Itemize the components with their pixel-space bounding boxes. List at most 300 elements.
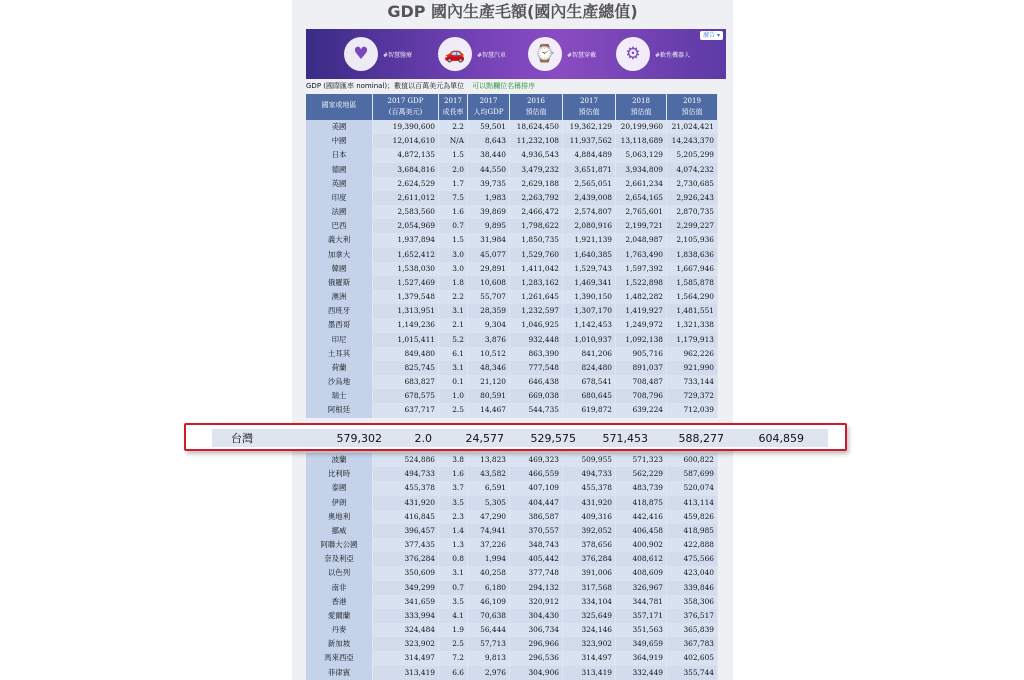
value-cell: 2,661,234 (616, 177, 667, 191)
value-cell: 1,994 (468, 552, 510, 566)
value-cell: N/A (439, 134, 468, 148)
value-cell: 3.1 (439, 361, 468, 375)
value-cell: 1.0 (439, 389, 468, 403)
value-cell: 1,261,645 (510, 290, 563, 304)
value-cell: 777,548 (510, 361, 563, 375)
value-cell: 0.7 (439, 581, 468, 595)
value-cell: 3.5 (439, 595, 468, 609)
value-cell: 1.5 (439, 233, 468, 247)
value-cell: 841,206 (563, 347, 616, 361)
value-cell: 38,440 (468, 148, 510, 162)
country-cell: 美國 (306, 120, 373, 134)
value-cell: 678,575 (373, 389, 439, 403)
country-cell: 香港 (306, 595, 373, 609)
table-body-top (306, 120, 718, 418)
value-cell: 680,645 (563, 389, 616, 403)
value-cell: 4,074,232 (667, 163, 718, 177)
value-cell: 849,480 (373, 347, 439, 361)
value-cell: 422,888 (667, 538, 718, 552)
value-cell: 326,967 (616, 581, 667, 595)
value-cell: 2,105,936 (667, 233, 718, 247)
smartwatch-icon: ⌚ (528, 37, 562, 71)
value-cell: 357,171 (616, 609, 667, 623)
value-cell: 47,290 (468, 510, 510, 524)
value-cell: 1,482,282 (616, 290, 667, 304)
value-cell: 405,442 (510, 552, 563, 566)
value-cell: 2,574,807 (563, 205, 616, 219)
value-cell: 332,449 (616, 666, 667, 680)
value-cell: 39,735 (468, 177, 510, 191)
value-cell: 1,921,139 (563, 233, 616, 247)
value-cell: 37,226 (468, 538, 510, 552)
value-cell: 324,146 (563, 623, 616, 637)
value-cell: 19,362,129 (563, 120, 616, 134)
value-cell: 55,707 (468, 290, 510, 304)
value-cell: 1,481,551 (667, 304, 718, 318)
value-cell: 2,466,472 (510, 205, 563, 219)
value-cell: 1,015,411 (373, 333, 439, 347)
banner-label: #智慧汽車 (477, 52, 507, 59)
table-row (306, 219, 718, 233)
value-cell: 31,984 (468, 233, 510, 247)
value-cell: 74,941 (468, 524, 510, 538)
value-cell: 349,299 (373, 581, 439, 595)
value-cell: 391,006 (563, 566, 616, 580)
value-cell: 3,479,232 (510, 163, 563, 177)
table-row (306, 333, 718, 347)
value-cell: 1,564,290 (667, 290, 718, 304)
value-cell: 891,037 (616, 361, 667, 375)
country-cell: 土耳其 (306, 347, 373, 361)
value-cell: 1,522,898 (616, 276, 667, 290)
table-row (306, 248, 718, 262)
value-cell: 4,884,489 (563, 148, 616, 162)
value-cell: 1,597,392 (616, 262, 667, 276)
value-cell: 377,435 (373, 538, 439, 552)
value-cell: 350,609 (373, 566, 439, 580)
value-cell: 358,306 (667, 595, 718, 609)
value-cell: 57,713 (468, 637, 510, 651)
value-cell: 313,419 (373, 666, 439, 680)
value-cell: 39,869 (468, 205, 510, 219)
country-cell: 西班牙 (306, 304, 373, 318)
value-cell: 11,937,562 (563, 134, 616, 148)
value-cell: 2.1 (439, 318, 468, 332)
highlight-cell: 604,859 (758, 431, 804, 445)
table-header (306, 94, 718, 120)
value-cell: 5,305 (468, 496, 510, 510)
value-cell: 416,845 (373, 510, 439, 524)
value-cell: 408,612 (616, 552, 667, 566)
table-row (306, 389, 718, 403)
value-cell: 7.2 (439, 651, 468, 665)
value-cell: 669,038 (510, 389, 563, 403)
value-cell: 396,457 (373, 524, 439, 538)
value-cell: 3,651,871 (563, 163, 616, 177)
value-cell: 423,040 (667, 566, 718, 580)
value-cell: 1.4 (439, 524, 468, 538)
value-cell: 1,798,622 (510, 219, 563, 233)
value-cell: 304,906 (510, 666, 563, 680)
column-header-per-capita[interactable]: 2017 人均GDP (468, 94, 510, 120)
value-cell: 639,224 (616, 403, 667, 417)
table-row (306, 134, 718, 148)
table-row (306, 233, 718, 247)
country-cell: 愛爾蘭 (306, 609, 373, 623)
value-cell: 1,092,138 (616, 333, 667, 347)
value-cell: 524,886 (373, 453, 439, 467)
country-cell: 澳洲 (306, 290, 373, 304)
value-cell: 418,985 (667, 524, 718, 538)
value-cell: 825,745 (373, 361, 439, 375)
highlight-cell: 588,277 (678, 431, 724, 445)
value-cell: 2.5 (439, 637, 468, 651)
table-row (306, 666, 718, 680)
value-cell: 14,467 (468, 403, 510, 417)
table-row (306, 163, 718, 177)
table-row (306, 120, 718, 134)
value-cell: 5.2 (439, 333, 468, 347)
value-cell: 2,765,601 (616, 205, 667, 219)
value-cell: 2,565,051 (563, 177, 616, 191)
value-cell: 1,585,878 (667, 276, 718, 290)
value-cell: 1,411,042 (510, 262, 563, 276)
table-row (306, 453, 718, 467)
value-cell: 1,937,894 (373, 233, 439, 247)
value-cell: 646,438 (510, 375, 563, 389)
value-cell: 6.6 (439, 666, 468, 680)
value-cell: 392,052 (563, 524, 616, 538)
country-cell: 韓國 (306, 262, 373, 276)
value-cell: 1,149,236 (373, 318, 439, 332)
value-cell: 1,283,162 (510, 276, 563, 290)
value-cell: 600,822 (667, 453, 718, 467)
value-cell: 637,717 (373, 403, 439, 417)
value-cell: 314,497 (373, 651, 439, 665)
table-row (306, 467, 718, 481)
highlight-row (212, 429, 828, 447)
value-cell: 2,926,243 (667, 191, 718, 205)
value-cell: 3.7 (439, 481, 468, 495)
value-cell: 921,990 (667, 361, 718, 375)
value-cell: 4,936,543 (510, 148, 563, 162)
value-cell: 28,359 (468, 304, 510, 318)
value-cell: 418,875 (616, 496, 667, 510)
country-cell: 丹麥 (306, 623, 373, 637)
value-cell: 1,469,341 (563, 276, 616, 290)
value-cell: 9,813 (468, 651, 510, 665)
unit-note (306, 81, 535, 91)
value-cell: 48,346 (468, 361, 510, 375)
value-cell: 313,419 (563, 666, 616, 680)
value-cell: 1,321,338 (667, 318, 718, 332)
value-cell: 2,583,560 (373, 205, 439, 219)
value-cell: 2,654,165 (616, 191, 667, 205)
country-cell: 比利時 (306, 467, 373, 481)
value-cell: 13,118,689 (616, 134, 667, 148)
value-cell: 729,372 (667, 389, 718, 403)
table-row (306, 510, 718, 524)
value-cell: 324,484 (373, 623, 439, 637)
page-title: GDP 國內生產毛額(國內生產總值) (387, 2, 638, 21)
value-cell: 314,497 (563, 651, 616, 665)
country-cell: 馬來西亞 (306, 651, 373, 665)
ad-badge[interactable]: 廣告 ▾ (700, 31, 723, 40)
banner-label: #軟性機器人 (655, 52, 691, 59)
value-cell: 56,444 (468, 623, 510, 637)
value-cell: 905,716 (616, 347, 667, 361)
table-row (306, 581, 718, 595)
table-row (306, 276, 718, 290)
country-cell: 俄羅斯 (306, 276, 373, 290)
column-header-gdp2017[interactable]: 2017 GDP (百萬美元) (373, 94, 439, 120)
value-cell: 376,284 (373, 552, 439, 566)
value-cell: 683,827 (373, 375, 439, 389)
value-cell: 431,920 (563, 496, 616, 510)
country-cell: 印尼 (306, 333, 373, 347)
highlight-cell: 529,575 (530, 431, 576, 445)
value-cell: 9,304 (468, 318, 510, 332)
value-cell: 402,605 (667, 651, 718, 665)
sort-hint: 可以點欄位名稱排序 (472, 82, 536, 90)
value-cell: 80,591 (468, 389, 510, 403)
car-icon: 🚗 (438, 37, 472, 71)
country-cell: 巴西 (306, 219, 373, 233)
table-row (306, 318, 718, 332)
value-cell: 3.5 (439, 496, 468, 510)
value-cell: 12,014,610 (373, 134, 439, 148)
value-cell: 370,557 (510, 524, 563, 538)
value-cell: 483,739 (616, 481, 667, 495)
value-cell: 3,684,816 (373, 163, 439, 177)
value-cell: 587,699 (667, 467, 718, 481)
value-cell: 18,624,450 (510, 120, 563, 134)
value-cell: 863,390 (510, 347, 563, 361)
country-cell: 德國 (306, 163, 373, 177)
value-cell: 3.1 (439, 304, 468, 318)
value-cell: 1,652,412 (373, 248, 439, 262)
country-cell: 法國 (306, 205, 373, 219)
value-cell: 2.0 (439, 163, 468, 177)
value-cell: 339,846 (667, 581, 718, 595)
country-cell: 奧地利 (306, 510, 373, 524)
value-cell: 494,733 (373, 467, 439, 481)
value-cell: 1.6 (439, 467, 468, 481)
value-cell: 7.5 (439, 191, 468, 205)
value-cell: 2,629,188 (510, 177, 563, 191)
value-cell: 296,536 (510, 651, 563, 665)
value-cell: 1.9 (439, 623, 468, 637)
value-cell: 1,529,743 (563, 262, 616, 276)
value-cell: 469,323 (510, 453, 563, 467)
value-cell: 341,659 (373, 595, 439, 609)
value-cell: 3.0 (439, 248, 468, 262)
value-cell: 377,748 (510, 566, 563, 580)
value-cell: 378,656 (563, 538, 616, 552)
value-cell: 348,743 (510, 538, 563, 552)
value-cell: 29,891 (468, 262, 510, 276)
value-cell: 1.8 (439, 276, 468, 290)
value-cell: 406,458 (616, 524, 667, 538)
table-row (306, 637, 718, 651)
banner-label: #智慧醫療 (383, 52, 413, 59)
value-cell: 407,109 (510, 481, 563, 495)
highlight-cell: 24,577 (465, 431, 504, 445)
unit-note-text: GDP (國際匯率 nominal)；數值以百萬美元為單位 (306, 82, 465, 90)
table-row (306, 538, 718, 552)
value-cell: 1,046,925 (510, 318, 563, 332)
value-cell: 1,142,453 (563, 318, 616, 332)
value-cell: 6,180 (468, 581, 510, 595)
value-cell: 494,733 (563, 467, 616, 481)
value-cell: 409,316 (563, 510, 616, 524)
country-cell: 南非 (306, 581, 373, 595)
country-cell: 菲律賓 (306, 666, 373, 680)
value-cell: 376,517 (667, 609, 718, 623)
value-cell: 1,527,469 (373, 276, 439, 290)
country-cell: 義大利 (306, 233, 373, 247)
country-cell: 新加坡 (306, 637, 373, 651)
value-cell: 2,048,987 (616, 233, 667, 247)
value-cell: 306,734 (510, 623, 563, 637)
value-cell: 3.1 (439, 566, 468, 580)
value-cell: 2,730,685 (667, 177, 718, 191)
value-cell: 70,638 (468, 609, 510, 623)
value-cell: 3.0 (439, 262, 468, 276)
value-cell: 475,566 (667, 552, 718, 566)
value-cell: 0.7 (439, 219, 468, 233)
value-cell: 2,870,735 (667, 205, 718, 219)
country-cell: 墨西哥 (306, 318, 373, 332)
column-header-est2019[interactable]: 2019 預估值 (667, 94, 718, 120)
value-cell: 520,074 (667, 481, 718, 495)
column-header-growth[interactable]: 2017 成長率 (439, 94, 468, 120)
column-header-country[interactable]: 國家或地區 (306, 94, 373, 120)
value-cell: 455,378 (563, 481, 616, 495)
value-cell: 678,541 (563, 375, 616, 389)
value-cell: 3,934,809 (616, 163, 667, 177)
value-cell: 708,796 (616, 389, 667, 403)
value-cell: 413,114 (667, 496, 718, 510)
value-cell: 59,501 (468, 120, 510, 134)
value-cell: 0.8 (439, 552, 468, 566)
value-cell: 323,902 (563, 637, 616, 651)
value-cell: 2,439,008 (563, 191, 616, 205)
country-cell: 以色列 (306, 566, 373, 580)
value-cell: 4,872,135 (373, 148, 439, 162)
value-cell: 21,120 (468, 375, 510, 389)
heart-monitor-icon: ♥ (344, 37, 378, 71)
value-cell: 1,010,937 (563, 333, 616, 347)
highlight-country: 台灣 (231, 432, 253, 445)
value-cell: 1,307,170 (563, 304, 616, 318)
value-cell: 466,559 (510, 467, 563, 481)
value-cell: 455,378 (373, 481, 439, 495)
page-container (292, 0, 733, 680)
value-cell: 19,390,600 (373, 120, 439, 134)
column-header-est2016[interactable]: 2016 預估值 (510, 94, 563, 120)
table-row (306, 481, 718, 495)
table-row (306, 595, 718, 609)
highlight-row-box (184, 423, 847, 451)
value-cell: 323,902 (373, 637, 439, 651)
value-cell: 1,538,030 (373, 262, 439, 276)
country-cell: 泰國 (306, 481, 373, 495)
value-cell: 1,249,972 (616, 318, 667, 332)
value-cell: 325,649 (563, 609, 616, 623)
value-cell: 10,608 (468, 276, 510, 290)
table-row (306, 496, 718, 510)
value-cell: 2.3 (439, 510, 468, 524)
country-cell: 阿聯大公國 (306, 538, 373, 552)
country-cell: 瑞士 (306, 389, 373, 403)
value-cell: 1.3 (439, 538, 468, 552)
value-cell: 2,080,916 (563, 219, 616, 233)
column-header-est2017[interactable]: 2017 預估值 (563, 94, 616, 120)
value-cell: 459,826 (667, 510, 718, 524)
value-cell: 13,823 (468, 453, 510, 467)
value-cell: 1,838,636 (667, 248, 718, 262)
country-cell: 英國 (306, 177, 373, 191)
table-row (306, 623, 718, 637)
value-cell: 2,976 (468, 666, 510, 680)
value-cell: 376,284 (563, 552, 616, 566)
value-cell: 9,895 (468, 219, 510, 233)
value-cell: 1,313,951 (373, 304, 439, 318)
table-body-bottom (306, 453, 718, 680)
value-cell: 2.2 (439, 290, 468, 304)
value-cell: 46,109 (468, 595, 510, 609)
table-row (306, 347, 718, 361)
value-cell: 334,104 (563, 595, 616, 609)
country-cell: 印度 (306, 191, 373, 205)
value-cell: 1,667,946 (667, 262, 718, 276)
value-cell: 1,763,490 (616, 248, 667, 262)
value-cell: 0.1 (439, 375, 468, 389)
value-cell: 11,232,108 (510, 134, 563, 148)
value-cell: 10,512 (468, 347, 510, 361)
value-cell: 43,582 (468, 467, 510, 481)
country-cell: 加拿大 (306, 248, 373, 262)
highlight-cell: 2.0 (414, 431, 432, 445)
table-row (306, 552, 718, 566)
value-cell: 712,039 (667, 403, 718, 417)
value-cell: 571,323 (616, 453, 667, 467)
table-row (306, 304, 718, 318)
value-cell: 2,611,012 (373, 191, 439, 205)
value-cell: 8,643 (468, 134, 510, 148)
value-cell: 296,966 (510, 637, 563, 651)
ad-banner[interactable] (306, 29, 726, 79)
value-cell: 351,563 (616, 623, 667, 637)
value-cell: 408,609 (616, 566, 667, 580)
value-cell: 733,144 (667, 375, 718, 389)
country-cell: 波蘭 (306, 453, 373, 467)
value-cell: 333,994 (373, 609, 439, 623)
banner-label: #智慧穿戴 (567, 52, 597, 59)
value-cell: 2.5 (439, 403, 468, 417)
table-row (306, 524, 718, 538)
value-cell: 404,447 (510, 496, 563, 510)
value-cell: 40,258 (468, 566, 510, 580)
value-cell: 386,587 (510, 510, 563, 524)
table-row (306, 566, 718, 580)
table-row (306, 148, 718, 162)
value-cell: 317,568 (563, 581, 616, 595)
value-cell: 1.5 (439, 148, 468, 162)
column-header-est2018[interactable]: 2018 預估值 (616, 94, 667, 120)
value-cell: 5,063,129 (616, 148, 667, 162)
